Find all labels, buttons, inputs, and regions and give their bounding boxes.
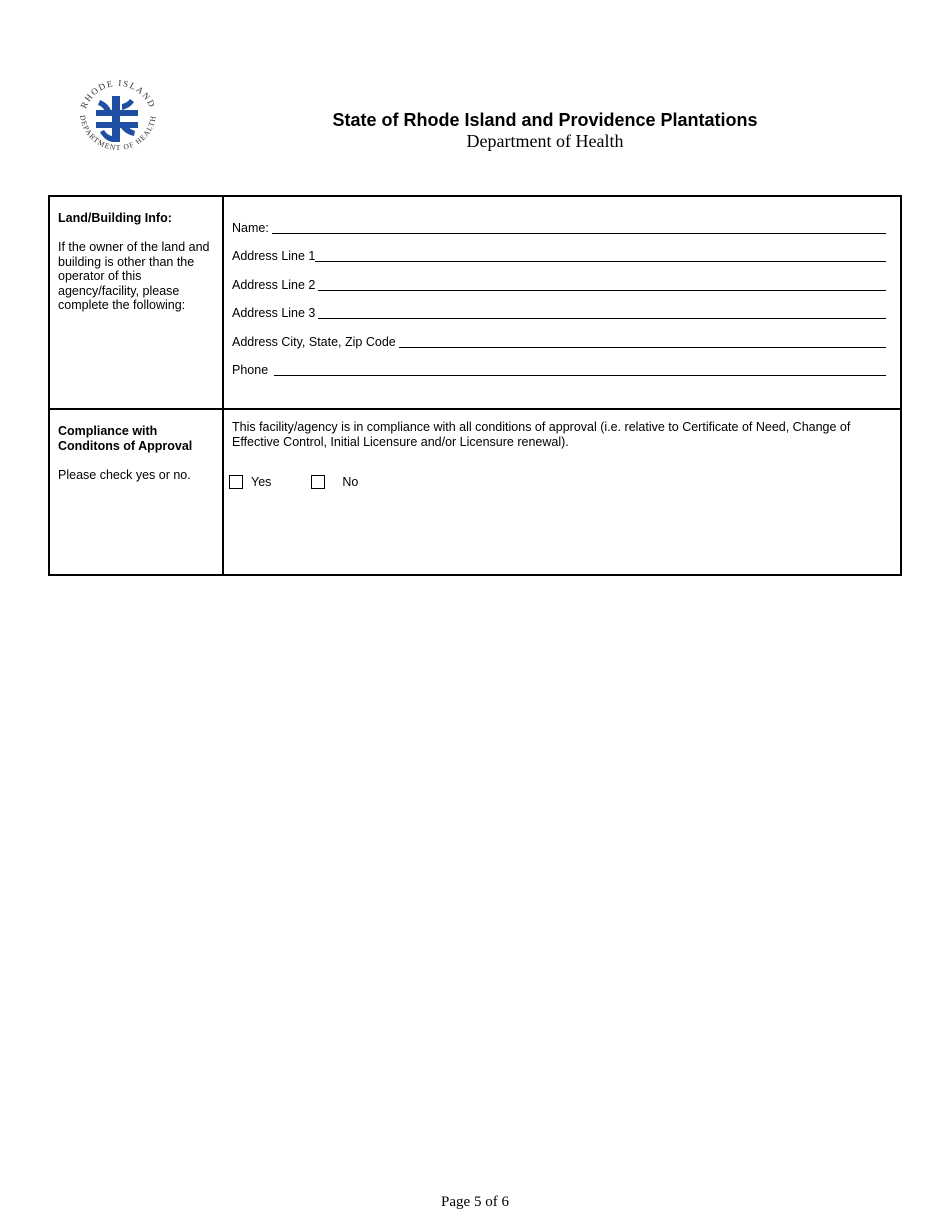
phone-input-line[interactable] (274, 374, 886, 376)
compliance-row (49, 409, 901, 575)
compliance-statement: This facility/agency is in compliance with all conditions of approval (i.e. relative to Certificate of Need, Change of Effective Control, Initial Licensure and/or Licensure renewal). (232, 420, 851, 449)
no-checkbox[interactable] (311, 475, 325, 489)
seal-text-top: RHODE ISLAND (78, 77, 158, 110)
compliance-instruction: Please check yes or no. (58, 468, 191, 482)
page-subtitle: Department of Health (466, 131, 624, 151)
address-line-2-field[interactable] (232, 264, 886, 293)
land-building-label-cell (49, 196, 223, 409)
address-line-3-input-line[interactable] (318, 317, 886, 319)
no-label: No (342, 475, 359, 489)
yes-no-checkboxes (232, 475, 886, 489)
page-title: State of Rhode Island and Providence Plantations (332, 110, 758, 130)
page-number: Page 5 of 6 (441, 1194, 509, 1210)
address-line-1-input-line[interactable] (315, 260, 886, 262)
land-building-heading: Land/Building Info: (58, 211, 172, 225)
compliance-content-cell (223, 409, 901, 575)
seal-text-bottom: DEPARTMENT OF HEALTH (78, 114, 158, 153)
yes-label: Yes (251, 475, 272, 489)
form-table (48, 195, 902, 576)
city-state-zip-field[interactable] (232, 321, 886, 350)
phone-label: Phone (232, 363, 269, 377)
address-line-2-label: Address Line 2 (232, 277, 316, 292)
city-state-zip-input-line[interactable] (399, 346, 886, 348)
yes-checkbox[interactable] (229, 475, 243, 489)
city-state-zip-label: Address City, State, Zip Code (232, 334, 396, 349)
address-line-1-label: Address Line 1 (232, 249, 316, 263)
land-building-description: If the owner of the land and building is other than the operator of this agency/facility, please complete the following: (58, 240, 210, 312)
address-line-3-field[interactable] (232, 293, 886, 322)
seal-emblem-icon (96, 96, 138, 142)
compliance-label-cell (49, 409, 223, 575)
owner-name-field[interactable] (232, 207, 886, 236)
address-line-2-input-line[interactable] (318, 289, 886, 291)
address-line-3-label: Address Line 3 (232, 306, 316, 320)
land-building-row (49, 196, 901, 409)
address-line-1-field[interactable] (232, 236, 886, 265)
compliance-heading: Compliance with Conditons of Approval (58, 424, 193, 453)
owner-name-input-line[interactable] (272, 232, 886, 234)
owner-name-label: Name: (232, 220, 269, 235)
phone-field[interactable] (232, 350, 886, 379)
land-building-fields-cell (223, 196, 901, 409)
